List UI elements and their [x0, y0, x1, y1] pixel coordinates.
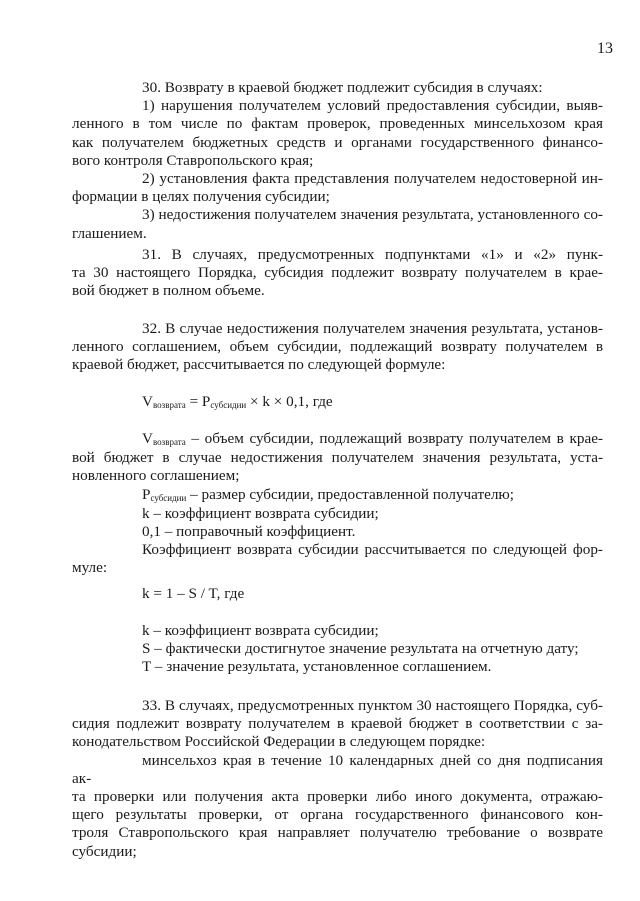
text-line: краевой бюджет, рассчитывается по следующей формуле: — [72, 356, 446, 374]
text-line: k – коэффициент возврата субсидии; — [142, 622, 379, 639]
text-line: конодательством Российской Федерации в следующем порядке: — [72, 733, 486, 751]
text-line: k – коэффициент возврата субсидии; — [142, 504, 379, 522]
text-line: вого контроля Ставропольского края; — [72, 151, 314, 169]
coefficient-formula: k = 1 – S / T, где — [142, 585, 245, 602]
text-line: ленного соглашением, объем субсидии, подлежащий возврату получателем в — [72, 338, 603, 356]
text-line: Коэффициент возврата субсидии рассчитывается по следующей фор- — [142, 541, 603, 559]
text-line: как получателем бюджетных средств и органами государственного финансо- — [72, 133, 603, 151]
text-line: вой бюджет в полном объеме. — [72, 282, 265, 300]
text-line: 3) недостижения получателем значения результата, установленного со- — [142, 206, 603, 224]
text-line: 1) нарушения получателем условий предоставления субсидии, выяв- — [142, 97, 603, 115]
clause-32 — [72, 320, 603, 375]
text-line: S – фактически достигнутое значение результата на отчетную дату; — [142, 640, 579, 658]
text-line: глашением. — [72, 224, 147, 242]
refund-formula: Vвозврата = Pсубсидии × k × 0,1, где — [142, 393, 333, 410]
text-line: формации в целях получения субсидии; — [72, 188, 330, 206]
text-line: 32. В случае недостижения получателем значения результата, установ- — [142, 320, 603, 337]
page-number: 13 — [597, 40, 613, 57]
clause-30 — [72, 79, 603, 243]
formula-definitions — [72, 430, 603, 578]
text-line: новленного соглашением; — [72, 467, 240, 485]
text-line: T – значение результата, установленное соглашением. — [142, 658, 492, 676]
text-line: вой бюджет в случае недостижения получателем значения результата, уста- — [72, 449, 603, 467]
text-line: Vвозврата – объем субсидии, подлежащий возврату получателем в крае- — [142, 430, 603, 447]
clause-31 — [72, 246, 603, 301]
text-line: минсельхоз края в течение 10 календарных дней со дня подписания ак- — [72, 751, 603, 787]
text-line: троля Ставропольского края направляет получателю требование о возврате — [72, 824, 603, 842]
text-line: 31. В случаях, предусмотренных подпунктами «1» и «2» пунк- — [142, 246, 603, 263]
text-line: муле: — [72, 559, 108, 577]
text-line: 2) установления факта представления получателем недостоверной ин- — [142, 170, 603, 188]
text-line: субсидии; — [72, 842, 137, 860]
clause-33 — [72, 697, 603, 861]
text-line: 0,1 – поправочный коэффициент. — [142, 523, 356, 541]
text-line: 33. В случаях, предусмотренных пунктом 30 настоящего Порядка, суб- — [142, 697, 603, 714]
text-line: щего результаты проверки, от органа государственного финансового кон- — [72, 806, 603, 824]
text-line: та проверки или получения акта проверки либо иного документа, отражаю- — [72, 788, 603, 806]
text-line: Pсубсидии – размер субсидии, предоставленной получателю; — [142, 485, 514, 503]
text-line: сидия подлежит возврату получателем в краевой бюджет в соответствии с за- — [72, 715, 603, 733]
text-line: ленного в том числе по фактам проверок, проведенных минсельхозом края — [72, 115, 603, 133]
clause-30-heading: 30. Возврату в краевой бюджет подлежит субсидия в случаях: — [142, 79, 543, 96]
coefficient-definitions — [72, 622, 603, 677]
text-line: та 30 настоящего Порядка, субсидия подлежит возврату получателем в крае- — [72, 264, 603, 282]
